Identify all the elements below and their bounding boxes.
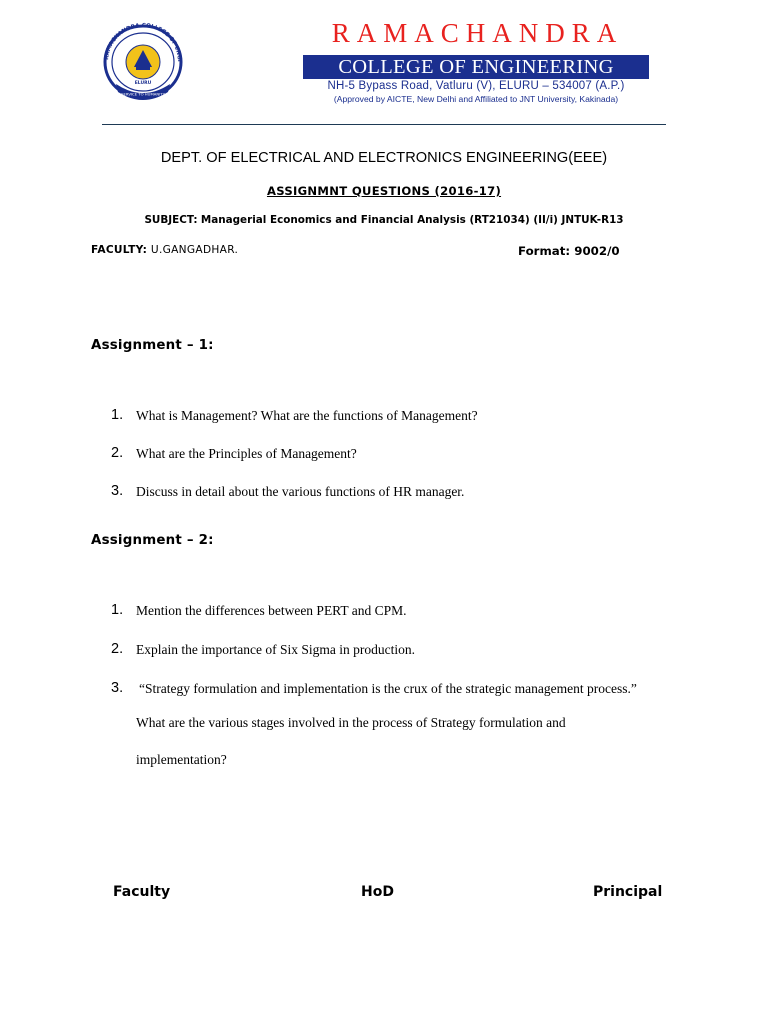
faculty-line — [91, 244, 238, 256]
subject-label: SUBJECT: — [144, 214, 198, 226]
question-text-line: “Strategy formulation and implementation is the crux of the strategic management process.” — [139, 681, 637, 696]
question-number: 1. — [111, 602, 124, 618]
format-label: Format: — [518, 244, 571, 258]
question-text: Mention the differences between PERT and CPM. — [136, 603, 407, 618]
assignment-questions-title: ASSIGNMNT QUESTIONS (2016-17) — [266, 184, 502, 198]
format-value: 9002/0 — [574, 244, 620, 258]
faculty-label: FACULTY: — [91, 244, 148, 256]
seal-city-text: ELURU — [134, 81, 152, 86]
department-title: DEPT. OF ELECTRICAL AND ELECTRONICS ENGINEERING(EEE) — [160, 150, 608, 166]
college-approval-note: (Approved by AICTE, New Delhi and Affiliated to JNT University, Kakinada) — [333, 94, 619, 104]
college-seal-graphic — [96, 22, 190, 106]
format-line — [518, 244, 620, 258]
college-name: RAMACHANDRA — [331, 18, 624, 48]
svg-text:RAMACHANDRA COLLEGE OF ENGINEE: RAMACHANDRA COLLEGE OF ENGI — [104, 22, 183, 62]
question-text-line: implementation? — [136, 752, 227, 767]
question-text: Explain the importance of Six Sigma in production. — [136, 642, 415, 657]
college-subtitle-band: COLLEGE OF ENGINEERING — [303, 55, 649, 79]
hod-signature-label: HoD — [361, 884, 394, 900]
question-text: What is Management? What are the functions of Management? — [136, 408, 478, 423]
faculty-name: U.GANGADHAR. — [150, 244, 239, 256]
question-number: 3. — [111, 483, 124, 499]
college-address: NH-5 Bypass Road, Vatluru (V), ELURU – 534007 (A.P.) — [327, 80, 625, 92]
question-number: 3. — [111, 680, 124, 696]
assignment-1-heading: Assignment – 1: — [91, 338, 214, 353]
question-text: Discuss in detail about the various functions of HR manager. — [136, 484, 465, 499]
question-number: 2. — [111, 445, 124, 461]
question-text: What are the Principles of Management? — [136, 446, 357, 461]
principal-signature-label: Principal — [593, 884, 663, 900]
letterhead-divider — [102, 124, 666, 125]
question-number: 1. — [111, 407, 124, 423]
question-text-line: What are the various stages involved in the process of Strategy formulation and — [136, 715, 566, 730]
subject-line — [0, 214, 768, 226]
question-number: 2. — [111, 641, 124, 657]
subject-value: Managerial Economics and Financial Analysis (RT21034) (II/i) JNTUK-R13 — [200, 214, 624, 226]
seal-motto-text: SERVICE TO HUMANITY — [121, 91, 165, 97]
college-seal-icon — [96, 22, 190, 106]
assignment-2-heading: Assignment – 2: — [91, 533, 214, 548]
faculty-signature-label: Faculty — [113, 884, 171, 900]
